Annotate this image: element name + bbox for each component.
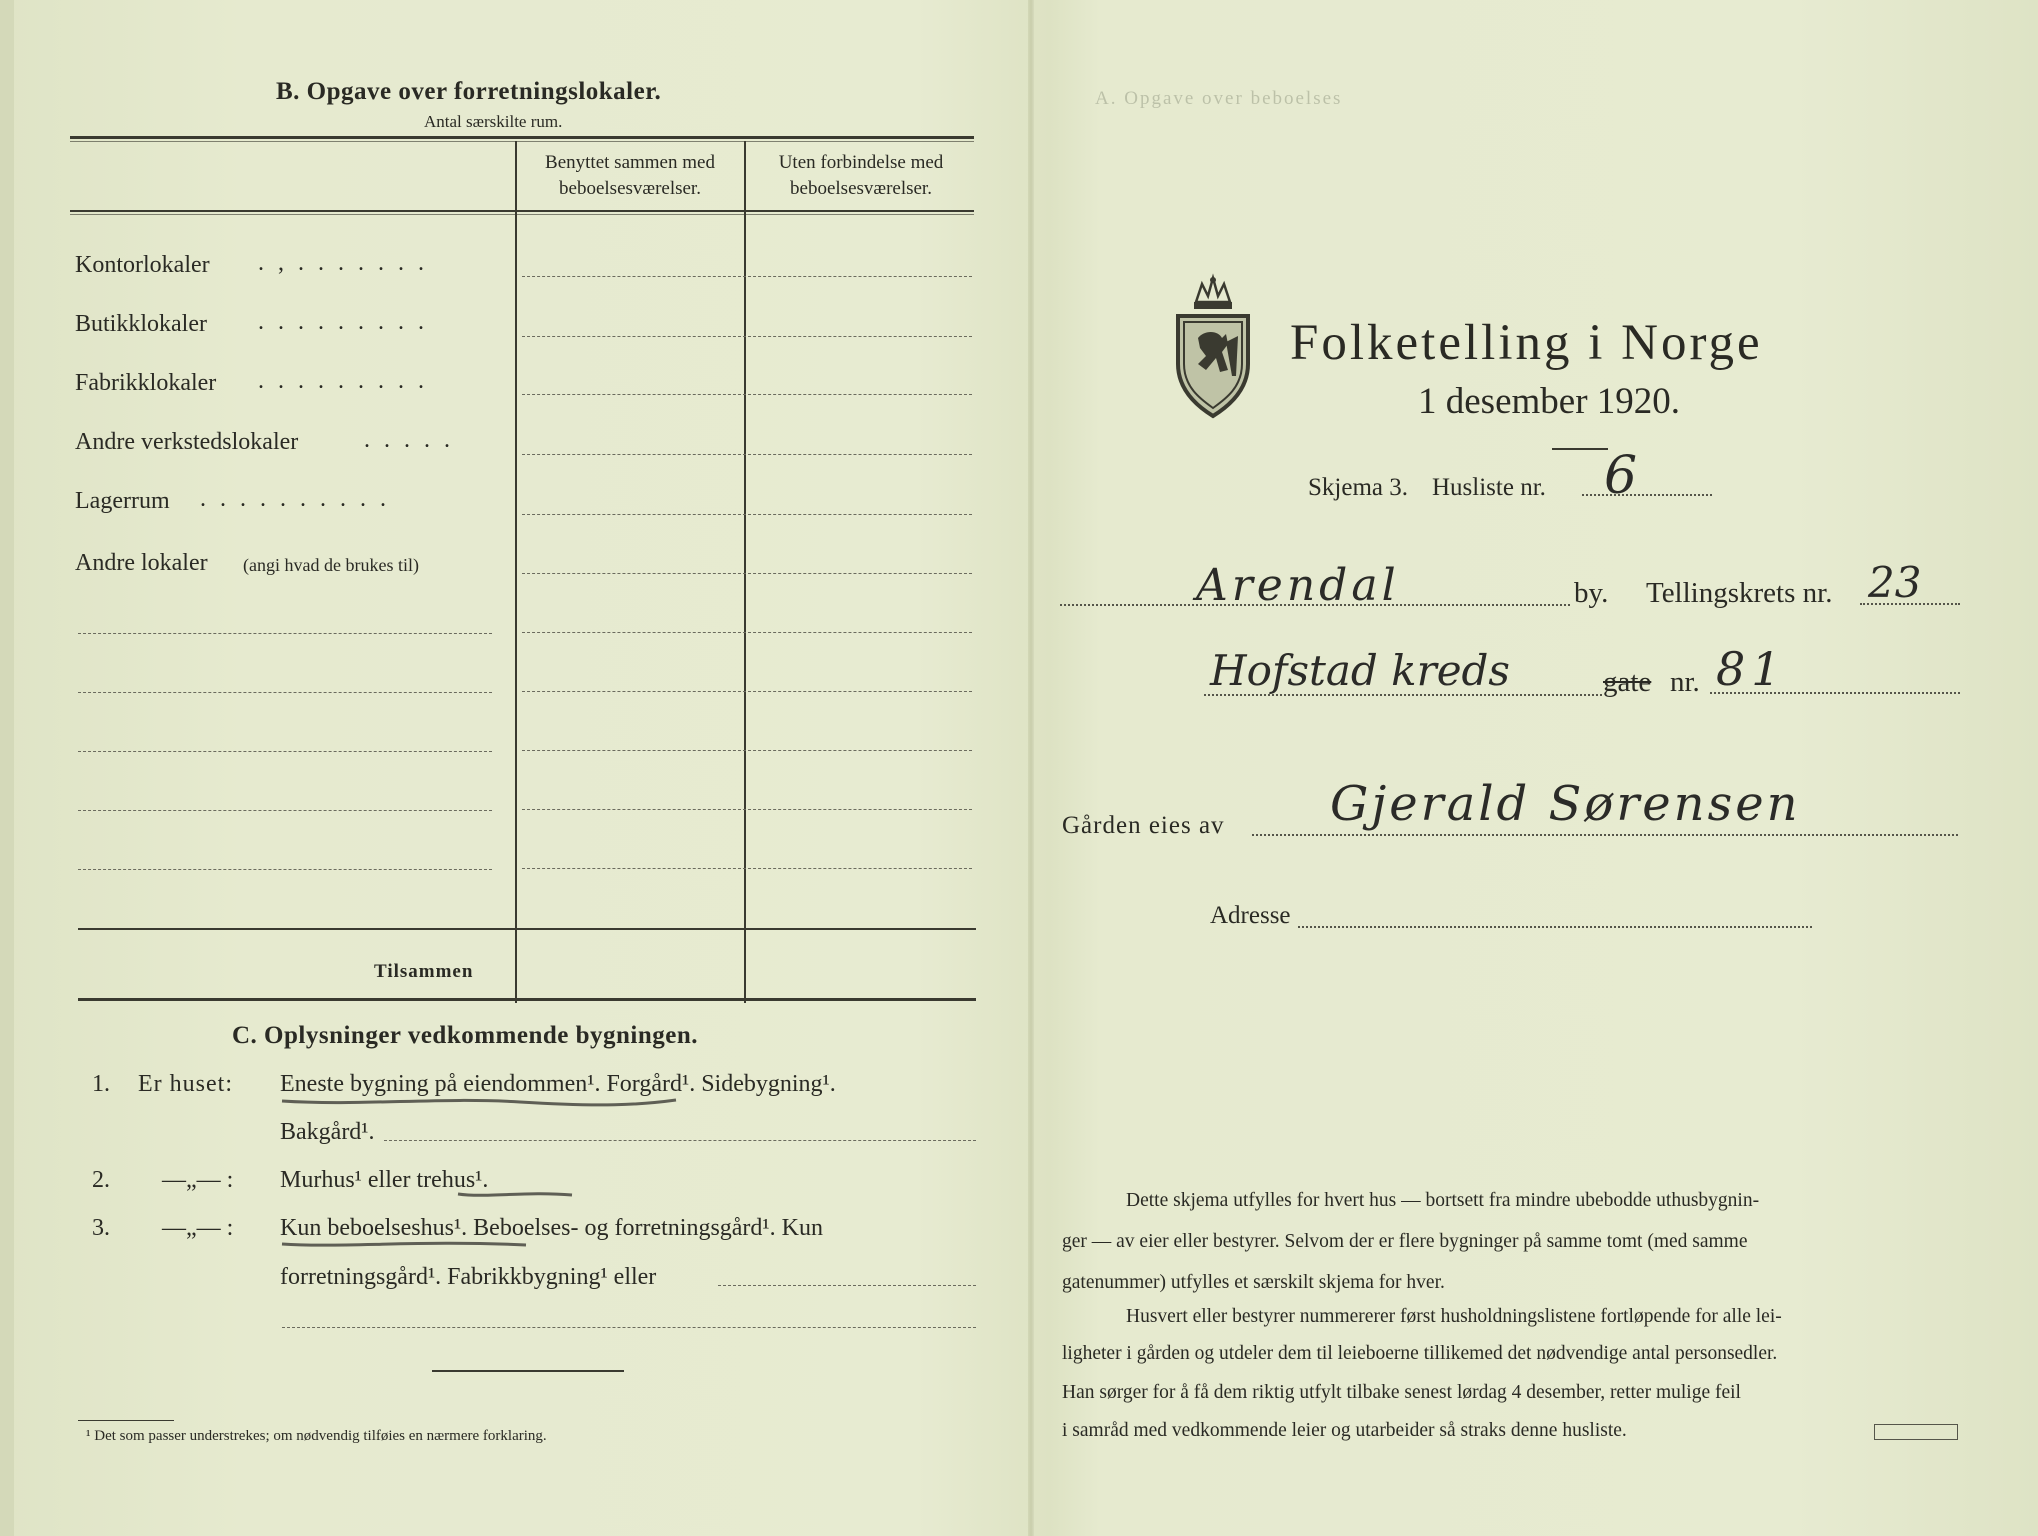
blank-line — [78, 692, 492, 693]
table-total-rule — [78, 928, 976, 930]
item-3-number: 3. — [92, 1215, 110, 1241]
item-2-lead: —„— : — [162, 1167, 234, 1193]
item-1-options-line2: Bakgård¹. — [280, 1119, 375, 1145]
fill-line — [522, 394, 972, 395]
table-bottom-rule — [78, 998, 976, 1001]
row-label-butikklokaler: Butikklokaler — [75, 311, 207, 337]
town-suffix: by. — [1574, 577, 1609, 609]
table-top-rule-thin — [70, 141, 974, 142]
col1-header-line1: Benyttet sammen med — [545, 152, 715, 173]
instruction-line: ligheter i gården og utdeler dem til leieboerne tillikemed det nødvendige antal personsedler. — [1062, 1343, 1778, 1364]
handwritten-underline — [280, 1236, 530, 1252]
section-b-subtitle: Antal særskilte rum. — [424, 112, 563, 131]
section-b-title: B. Opgave over forretningslokaler. — [276, 78, 662, 105]
husliste-field — [1582, 494, 1712, 496]
decorative-rule — [1552, 448, 1608, 450]
printer-stamp — [1874, 1424, 1958, 1440]
col2-header-line1: Uten forbindelse med — [778, 152, 944, 173]
row-leader: . . . . . . . . . — [258, 309, 428, 335]
fill-line — [522, 632, 972, 633]
fill-line — [522, 514, 972, 515]
owner-value: Gjerald Sørensen — [1330, 776, 1801, 832]
blank-line — [384, 1140, 976, 1141]
row-leader: . . . . . . . . . . — [200, 486, 390, 512]
row-label-andre-lokaler: Andre lokaler — [75, 550, 208, 576]
instruction-line: i samråd med vedkommende leier og utarbeider så straks denne husliste. — [1062, 1420, 1627, 1441]
col2-header-line2: beboelsesværelser. — [790, 178, 932, 199]
total-label: Tilsammen — [374, 961, 474, 982]
row-leader: . . . . . . . . . — [258, 368, 428, 394]
item-1-lead: Er huset: — [138, 1071, 233, 1097]
item-2-number: 2. — [92, 1167, 110, 1193]
husliste-label: Husliste nr. — [1432, 474, 1546, 501]
blank-line — [78, 869, 492, 870]
item-2-options: Murhus¹ eller trehus¹. — [280, 1167, 489, 1193]
row-leader: . , . . . . . . . — [258, 250, 428, 276]
owner-field — [1252, 834, 1958, 836]
blank-line — [78, 810, 492, 811]
table-col-divider-2 — [744, 141, 746, 1003]
instruction-line: gatenummer) utfylles et særskilt skjema for hver. — [1062, 1272, 1445, 1293]
paper-edge — [0, 0, 14, 1536]
fill-line — [522, 809, 972, 810]
footnote-rule — [78, 1420, 174, 1421]
row-note-andre-lokaler: (angi hvad de brukes til) — [243, 555, 419, 575]
row-label-fabrikklokaler: Fabrikklokaler — [75, 370, 217, 396]
table-top-rule — [70, 136, 974, 139]
street-value: Hofstad kreds — [1210, 646, 1510, 695]
fill-line — [522, 691, 972, 692]
fill-line — [522, 336, 972, 337]
owner-label: Gården eies av — [1062, 812, 1225, 839]
schema-label: Skjema 3. — [1308, 474, 1408, 501]
item-1-number: 1. — [92, 1071, 110, 1097]
fill-line — [522, 573, 972, 574]
coat-of-arms-icon — [1168, 272, 1258, 420]
item-3-lead: —„— : — [162, 1215, 234, 1241]
fill-line — [522, 454, 972, 455]
row-label-andre-verkstedslokaler: Andre verkstedslokaler — [75, 429, 299, 455]
street-nr-label: nr. — [1670, 666, 1700, 698]
row-label-lagerrum: Lagerrum — [75, 488, 170, 514]
section-c-end-rule — [432, 1370, 624, 1372]
address-label: Adresse — [1210, 902, 1291, 929]
item-3-options-line2: forretningsgård¹. Fabrikkbygning¹ eller — [280, 1264, 657, 1290]
street-suffix: gate — [1603, 666, 1652, 698]
blank-line — [718, 1285, 976, 1286]
census-date: 1 desember 1920. — [1418, 381, 1681, 422]
blank-line — [78, 633, 492, 634]
husliste-value: 6 — [1604, 446, 1638, 506]
street-nr-value: 81 — [1716, 642, 1787, 696]
row-label-kontorlokaler: Kontorlokaler — [75, 252, 210, 278]
table-col-divider-1 — [515, 141, 517, 1003]
item-3-options: Kun beboelseshus¹. Beboelses- og forretningsgård¹. Kun — [280, 1215, 823, 1241]
table-header-rule-thin — [70, 214, 974, 215]
document-title: Folketelling i Norge — [1290, 315, 1763, 371]
center-fold — [1028, 0, 1034, 1536]
handwritten-underline — [456, 1188, 576, 1202]
footnote: ¹ Det som passer understrekes; om nødvendig tilføies en nærmere forklaring. — [86, 1428, 547, 1444]
blank-line — [78, 751, 492, 752]
item-1-options: Eneste bygning på eiendommen¹. Forgård¹. Sidebygning¹. — [280, 1071, 836, 1097]
bleed-through-heading: A. Opgave over beboelses — [1095, 88, 1343, 109]
blank-line — [282, 1327, 976, 1328]
instruction-line: ger — av eier eller bestyrer. Selvom der er flere bygninger på samme tomt (med samme — [1062, 1231, 1748, 1252]
krets-value: 23 — [1868, 558, 1922, 607]
address-field — [1298, 926, 1812, 928]
fill-line — [522, 868, 972, 869]
section-c-title: C. Oplysninger vedkommende bygningen. — [232, 1022, 699, 1049]
instruction-line: Dette skjema utfylles for hvert hus — bortsett fra mindre ubebodde uthusbygnin- — [1126, 1190, 1760, 1211]
fill-line — [522, 276, 972, 277]
row-leader: . . . . . — [364, 427, 454, 453]
table-header-rule — [70, 210, 974, 212]
town-value: Arendal — [1196, 560, 1400, 611]
instruction-line: Han sørger for å få dem riktig utfylt tilbake senest lørdag 4 desember, retter mulige feil — [1062, 1382, 1741, 1403]
instruction-line: Husvert eller bestyrer nummererer først husholdningslistene fortløpende for alle lei- — [1126, 1306, 1782, 1327]
handwritten-underline — [280, 1092, 680, 1110]
fill-line — [522, 750, 972, 751]
col1-header-line2: beboelsesværelser. — [559, 178, 701, 199]
krets-label: Tellingskrets nr. — [1646, 577, 1833, 609]
